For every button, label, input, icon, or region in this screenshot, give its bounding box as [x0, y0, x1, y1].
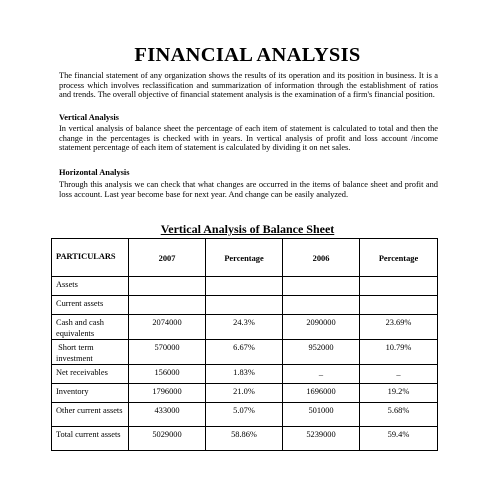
balance-sheet-table	[51, 238, 438, 451]
intro-paragraph: The financial statement of any organization shows the results of its operation and its position in business. It is a process which involves reclassification and summarization of information through the establishment of ratios and trends. The overall objective of financial statement analysis is the examination of a firm's financial position.	[59, 71, 438, 100]
row-label: Total current assets	[52, 427, 129, 451]
section-heading-vertical: Vertical Analysis	[59, 113, 119, 122]
percentage-2007: 58.86%	[206, 427, 283, 451]
row-label: Inventory	[52, 384, 129, 403]
value-2006: 952000	[283, 340, 360, 365]
value-2006: 5239000	[283, 427, 360, 451]
percentage-2007: 6.67%	[206, 340, 283, 365]
row-label: Cash and cash equivalents	[52, 315, 129, 340]
percentage-2006: _	[360, 365, 438, 384]
table-row	[52, 365, 438, 384]
value-2007: 570000	[129, 340, 206, 365]
table-row	[52, 296, 438, 315]
value-2006	[283, 277, 360, 296]
row-label: Assets	[52, 277, 129, 296]
row-label: Other current assets	[52, 403, 129, 427]
value-2006: 1696000	[283, 384, 360, 403]
row-label: Short term investment	[52, 340, 129, 365]
percentage-2006: 10.79%	[360, 340, 438, 365]
value-2007: 5029000	[129, 427, 206, 451]
row-label: Current assets	[52, 296, 129, 315]
percentage-2007: 21.0%	[206, 384, 283, 403]
value-2007: 2074000	[129, 315, 206, 340]
percentage-2006	[360, 296, 438, 315]
section-text-vertical: In vertical analysis of balance sheet the percentage of each item of statement is calculated to total and then the change in the percentages is checked with in years. In vertical analysis of profit and loss account /income statement percentage of each item of statement is calculated by dividing it on net sales.	[59, 124, 438, 153]
value-2007	[129, 277, 206, 296]
value-2007: 433000	[129, 403, 206, 427]
value-2007: 156000	[129, 365, 206, 384]
table-row	[52, 403, 438, 427]
percentage-2006: 59.4%	[360, 427, 438, 451]
table-header-row	[52, 239, 438, 277]
header-2006: 2006	[283, 239, 360, 277]
row-label: Net receivables	[52, 365, 129, 384]
header-particulars: PARTICULARS	[52, 239, 129, 277]
percentage-2006	[360, 277, 438, 296]
table-row	[52, 315, 438, 340]
value-2006: 2090000	[283, 315, 360, 340]
table-row	[52, 277, 438, 296]
page-title: FINANCIAL ANALYSIS	[134, 44, 361, 66]
table-title: Vertical Analysis of Balance Sheet	[160, 222, 335, 236]
table-row	[52, 384, 438, 403]
value-2006: _	[283, 365, 360, 384]
value-2007: 1796000	[129, 384, 206, 403]
value-2006: 501000	[283, 403, 360, 427]
table-row	[52, 427, 438, 451]
percentage-2007: 1.83%	[206, 365, 283, 384]
section-heading-horizontal: Horizontal Analysis	[59, 168, 130, 177]
header-percentage-2007: Percentage	[206, 239, 283, 277]
percentage-2007	[206, 296, 283, 315]
percentage-2006: 19.2%	[360, 384, 438, 403]
section-text-horizontal: Through this analysis we can check that what changes are occurred in the items of balance sheet and profit and loss account. Last year become base for next year. And change can be easily analyzed.	[59, 180, 438, 199]
percentage-2006: 5.68%	[360, 403, 438, 427]
value-2006	[283, 296, 360, 315]
percentage-2007	[206, 277, 283, 296]
header-percentage-2006: Percentage	[360, 239, 438, 277]
percentage-2007: 24.3%	[206, 315, 283, 340]
percentage-2006: 23.69%	[360, 315, 438, 340]
value-2007	[129, 296, 206, 315]
header-2007: 2007	[129, 239, 206, 277]
table-row	[52, 340, 438, 365]
percentage-2007: 5.07%	[206, 403, 283, 427]
